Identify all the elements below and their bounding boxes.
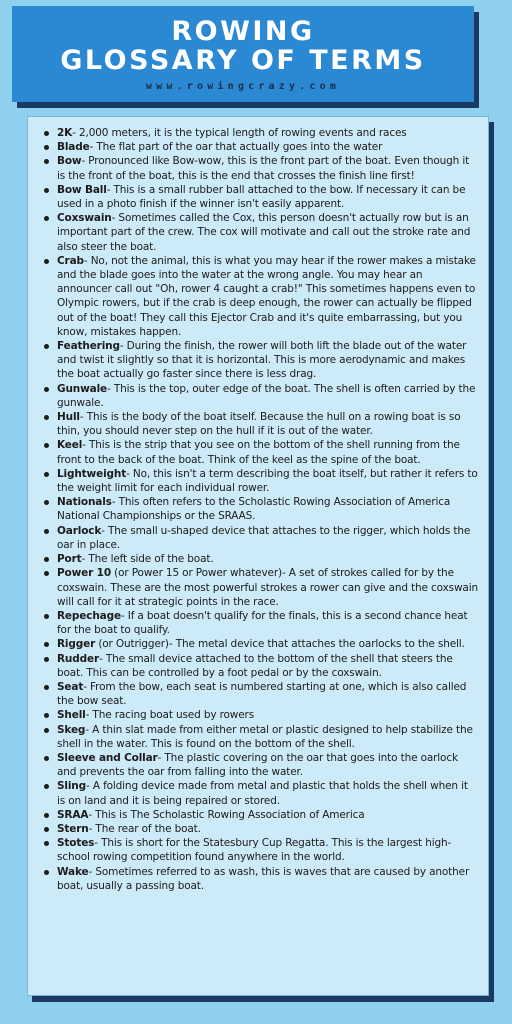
glossary-definition: - No, not the animal, this is what you may hear if the rower makes a mistake and the blade goes into the water at the wrong angle. You may hear an announcer call out "Oh, rower 4 caught a crab!" This sometimes happens even to Olympic rowers, but if the crab is deep enough, the rower can actually be flipped out of the boat! They call this Ejector Crab and it's quite embarrassing, but you know, mistakes happen. [57, 254, 476, 338]
glossary-definition: - This is The Scholastic Rowing Association of America [88, 808, 365, 821]
glossary-item [44, 339, 478, 382]
glossary-term: Feathering [57, 340, 120, 353]
glossary-item [44, 438, 478, 466]
glossary-item [44, 183, 478, 211]
glossary-item [44, 637, 478, 651]
glossary-term: Shell [57, 709, 86, 722]
bullet-icon [44, 472, 49, 477]
glossary-term: Repechage [57, 609, 121, 622]
glossary-definition: - The small device attached to the bottom of the shell that steers the boat. This can be controlled by a foot pedal or by the coxswain. [57, 652, 453, 679]
glossary-definition: (or Power 15 or Power whatever)- A set of strokes called for by the coxswain. These are the most powerful strokes a rower can give and the coxswain will call for it at strategic points in the race. [57, 567, 478, 608]
bullet-icon [44, 713, 49, 718]
glossary-term: Seat [57, 680, 84, 693]
glossary-definition: - No, this isn't a term describing the boat itself, but rather it refers to the weight limit for each individual rower. [57, 467, 478, 495]
glossary-term: Rudder [57, 652, 99, 665]
glossary-term: Nationals [57, 496, 112, 509]
glossary-definition: - A thin slat made from either metal or plastic designed to help stabilize the shell in the water. This is found on the bottom of the shell. [57, 723, 473, 750]
glossary-term: Blade [57, 141, 90, 154]
glossary-term: Rigger [57, 638, 96, 651]
glossary-term: Coxswain [57, 212, 112, 225]
bullet-icon [44, 827, 49, 832]
glossary-item [44, 211, 478, 254]
glossary-item [44, 723, 478, 751]
bullet-icon [44, 557, 49, 562]
glossary-definition: - 2,000 meters, it is the typical length of rowing events and races [72, 127, 407, 139]
header-banner [12, 6, 474, 102]
bullet-icon [44, 657, 49, 662]
bullet-icon [44, 188, 49, 193]
glossary-item [44, 822, 478, 836]
glossary-term: Skeg [57, 723, 86, 736]
glossary-term: Bow Ball [57, 183, 107, 196]
bullet-icon [44, 216, 49, 221]
glossary-item [44, 808, 478, 822]
bullet-icon [44, 387, 49, 392]
glossary-item [44, 495, 478, 523]
glossary-definition: - This is short for the Statesbury Cup Regatta. This is the largest high-school rowing competition found anywhere in the world. [57, 837, 452, 864]
bullet-icon [44, 415, 49, 420]
glossary-term: Stern [57, 822, 89, 835]
glossary-definition: - The rear of the boat. [88, 822, 201, 835]
glossary-definition: - This is a small rubber ball attached to the bow. If necessary it can be used in a photo finish if the winner isn't easily apparent. [57, 183, 466, 211]
bullet-icon [44, 159, 49, 164]
glossary-term: SRAA [57, 808, 89, 821]
glossary-item [44, 552, 478, 566]
bullet-icon [44, 529, 49, 534]
glossary-item [44, 751, 478, 779]
glossary-item [44, 779, 478, 807]
bullet-icon [44, 614, 49, 619]
glossary-item [44, 566, 478, 609]
glossary-definition: - The small u-shaped device that attaches to the rigger, which holds the oar in place. [57, 524, 471, 551]
glossary-term: Hull [57, 411, 80, 424]
glossary-term: Port [57, 553, 82, 566]
glossary-definition: - From the bow, each seat is numbered starting at one, which is also called the bow seat. [57, 680, 467, 708]
glossary-definition: - During the finish, the rower will both lift the blade out of the water and twist it slightly so that it is horizontal. This is more aerodynamic and makes the boat actually go faster since there is less drag. [57, 340, 467, 381]
glossary-definition: - This often refers to the Scholastic Rowing Association of America National Championships or the SRAAS. [57, 496, 451, 523]
bullet-icon [44, 841, 49, 846]
glossary-term: Keel [57, 439, 83, 452]
glossary-term: Wake [57, 865, 89, 878]
glossary-term: 2K [57, 127, 73, 139]
glossary-item [44, 154, 478, 182]
bullet-icon [44, 870, 49, 875]
glossary-item [44, 467, 478, 495]
glossary-definition: - This is the strip that you see on the bottom of the shell running from the front to the back of the boat. Think of the keel as the spine of the boat. [57, 439, 460, 466]
bullet-icon [44, 259, 49, 264]
bullet-icon [44, 642, 49, 647]
glossary-item [44, 680, 478, 708]
glossary-definition: - This is the body of the boat itself. Because the hull on a rowing boat is so thin, you should never step on the hull if it is out of the water. [57, 411, 461, 438]
bullet-icon [44, 813, 49, 818]
website-url: www.rowingcrazy.com [145, 81, 341, 92]
glossary-term: Bow [57, 155, 82, 168]
glossary-definition: - The left side of the boat. [81, 553, 214, 566]
glossary-item [44, 410, 478, 438]
glossary-definition: - The racing boat used by rowers [85, 709, 255, 722]
glossary-term: Crab [57, 254, 84, 267]
bullet-icon [44, 443, 49, 448]
glossary-item [44, 524, 478, 552]
glossary-item [44, 652, 478, 680]
glossary-list [28, 117, 488, 893]
bullet-icon [44, 784, 49, 789]
glossary-term: Power 10 [57, 567, 111, 580]
title-line-2: GLOSSARY OF TERMS [60, 45, 426, 76]
glossary-term: Stotes [57, 837, 95, 850]
glossary-item [44, 708, 478, 722]
glossary-panel [27, 116, 489, 996]
glossary-term: Gunwale [57, 382, 108, 395]
glossary-definition: - Sometimes referred to as wash, this is waves that are caused by another boat, usually a passing boat. [57, 865, 470, 892]
glossary-item [44, 865, 478, 893]
title-line-1: ROWING [171, 16, 315, 47]
glossary-definition: - This is the top, outer edge of the boat. The shell is often carried by the gunwale. [57, 382, 476, 409]
bullet-icon [44, 685, 49, 690]
glossary-item [44, 126, 478, 140]
bullet-icon [44, 344, 49, 349]
bullet-icon [44, 145, 49, 150]
glossary-definition: (or Outrigger)- The metal device that attaches the oarlocks to the shell. [95, 638, 465, 651]
bullet-icon [44, 500, 49, 505]
glossary-item [44, 836, 478, 864]
glossary-item [44, 140, 478, 154]
glossary-definition: - A folding device made from metal and plastic that holds the shell when it is on land and it is being repaired or stored. [57, 780, 468, 807]
glossary-term: Sling [57, 780, 87, 793]
glossary-definition: - The flat part of the oar that actually goes into the water [89, 141, 383, 154]
bullet-icon [44, 728, 49, 733]
bullet-icon [44, 756, 49, 761]
bullet-icon [44, 571, 49, 576]
glossary-item [44, 254, 478, 339]
glossary-term: Lightweight [57, 467, 127, 480]
glossary-term: Oarlock [57, 524, 102, 537]
glossary-definition: - Sometimes called the Cox, this person doesn't actually row but is an important part of the crew. The cox will motivate and call out the stroke rate and also steer the boat. [57, 212, 471, 253]
bullet-icon [44, 131, 49, 136]
glossary-term: Sleeve and Collar [57, 751, 158, 764]
glossary-item [44, 609, 478, 637]
glossary-definition: - Pronounced like Bow-wow, this is the front part of the boat. Even though it is the front of the boat, this is the end that crosses the finish line first! [57, 155, 470, 182]
glossary-definition: - The plastic covering on the oar that goes into the oarlock and prevents the oar from falling into the water. [57, 751, 458, 779]
glossary-item [44, 382, 478, 410]
glossary-definition: - If a boat doesn't qualify for the finals, this is a second chance heat for the boat to qualify. [57, 609, 468, 637]
